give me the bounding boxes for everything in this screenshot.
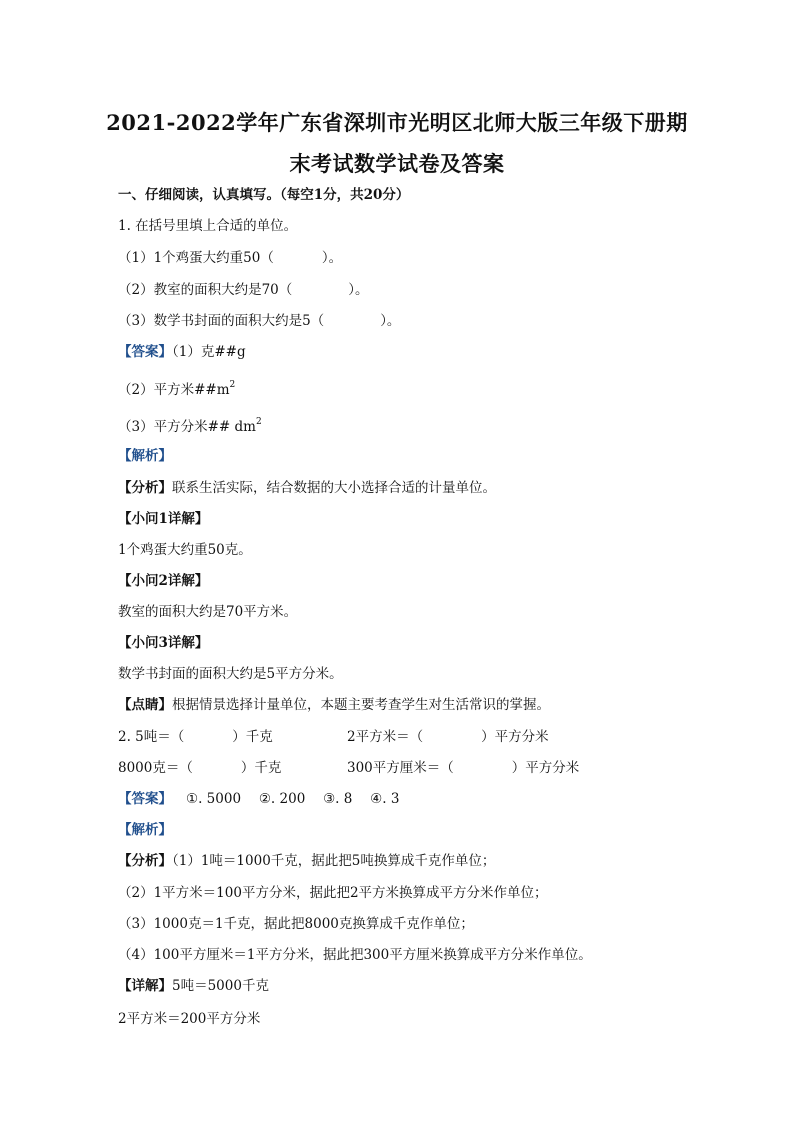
- question-2-row-2-right: 300平方厘米＝（ ）平方分米: [347, 760, 580, 776]
- question-1-part-3: （3）数学书封面的面积大约是5（ ）。: [118, 313, 401, 329]
- question-1-analysis: 【分析】联系生活实际，结合数据的大小选择合适的计量单位。: [118, 480, 496, 496]
- question-1-answer-2: （2）平方米$\#\#m^2$: [118, 380, 236, 398]
- answer-tag: 【答案】: [118, 791, 172, 807]
- question-1-stem: 1. 在括号里填上合适的单位。: [118, 218, 298, 234]
- question-2-answer: 【答案】 ①. 5000 ②. 200 ③. 8 ④. 3: [118, 791, 400, 807]
- page-title-line-2: 末考试数学试卷及答案: [289, 151, 505, 176]
- sub-question-3-detail: 数学书封面的面积大约是5平方分米。: [118, 666, 343, 682]
- question-2-row-1-right: 2平方米＝（ ）平方分米: [347, 729, 549, 745]
- question-1-answer-1: 【答案】（1）克##g: [118, 344, 246, 360]
- sub-question-1-heading: 【小问1详解】: [118, 511, 209, 527]
- question-2-detail-1: 【详解】5吨＝5000千克: [118, 978, 269, 994]
- question-2-analysis-3: （3）1000克＝1千克，据此把8000克换算成千克作单位；: [118, 916, 474, 932]
- question-2-analysis-1: 【分析】（1）1吨＝1000千克，据此把5吨换算成千克作单位；: [118, 853, 496, 869]
- sub-question-2-detail: 教室的面积大约是70平方米。: [118, 604, 298, 620]
- answer-tag: 【答案】: [118, 344, 172, 360]
- sub-question-1-detail: 1个鸡蛋大约重50克。: [118, 542, 252, 558]
- question-1-answer-3: （3）平方分米## $dm^2$: [118, 417, 262, 435]
- section-heading: 一、仔细阅读，认真填写。（每空1分，共20分）: [118, 187, 410, 203]
- question-2-analysis-4: （4）100平方厘米＝1平方分米，据此把300平方厘米换算成平方分米作单位。: [118, 947, 592, 963]
- question-2-detail-2: 2平方米＝200平方分米: [118, 1011, 261, 1027]
- page-title-line-1: 2021-2022学年广东省深圳市光明区北师大版三年级下册期: [106, 110, 688, 135]
- sub-question-2-heading: 【小问2详解】: [118, 573, 209, 589]
- question-2-analysis-2: （2）1平方米＝100平方分米，据此把2平方米换算成平方分米作单位；: [118, 885, 548, 901]
- question-1-part-1: （1）1个鸡蛋大约重50（ ）。: [118, 250, 343, 266]
- question-1-comment: 【点睛】根据情景选择计量单位，本题主要考查学生对生活常识的掌握。: [118, 697, 550, 713]
- question-1-part-2: （2）教室的面积大约是70（ ）。: [118, 282, 369, 298]
- question-2-row-2: 8000克＝（ ）千克: [118, 760, 282, 776]
- analysis-tag: 【解析】: [118, 822, 172, 838]
- analysis-tag: 【解析】: [118, 448, 172, 464]
- question-2-row-1: 2. 5吨＝（ ）千克: [118, 729, 273, 745]
- sub-question-3-heading: 【小问3详解】: [118, 635, 209, 651]
